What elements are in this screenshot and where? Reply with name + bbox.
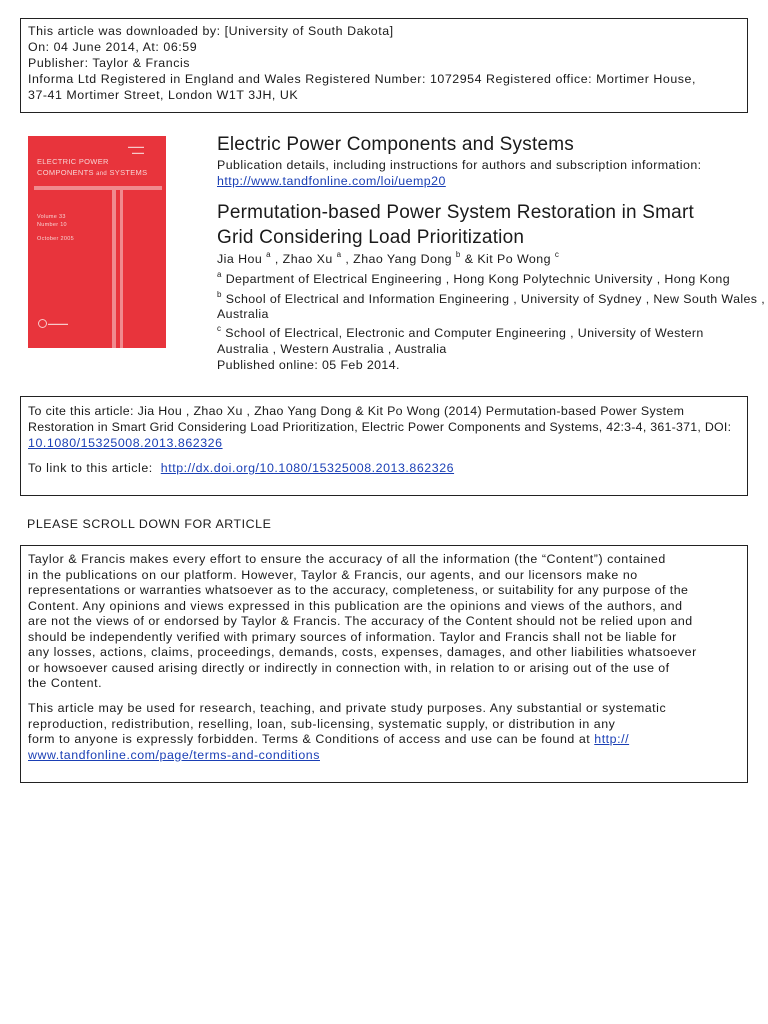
download-info-line: Informa Ltd Registered in England and Wales Registered Number: 1072954 Registered office: Mortimer House,: [28, 72, 696, 86]
author-name: Zhao Yang Dong: [353, 252, 453, 266]
journal-cover-image: [28, 136, 166, 348]
author-name: Kit Po Wong: [477, 252, 551, 266]
affiliation-c: [217, 326, 704, 342]
disclaimer-line: any losses, actions, claims, proceedings, demands, costs, expenses, damages, and other liabilities whatsoever: [28, 645, 697, 659]
affiliation-b-continued: Australia: [217, 307, 269, 321]
article-url-link[interactable]: http://dx.doi.org/10.1080/15325008.2013.862326: [160, 461, 455, 475]
disclaimer-line: or howsoever caused arising directly or indirectly in connection with, in relation to or arising out of the use of: [28, 660, 670, 675]
author-affiliation-marker: b: [455, 250, 461, 259]
published-online: Published online: 05 Feb 2014.: [217, 358, 400, 372]
cover-title-part: COMPONENTS: [37, 168, 94, 177]
disclaimer-box: [20, 545, 748, 783]
disclaimer-line: Content. Any opinions and views expressed in this publication are the opinions and views of the authors, and: [28, 598, 683, 613]
cover-title-part: and: [96, 171, 108, 177]
article-title-line: Grid Considering Load Prioritization: [217, 227, 525, 248]
affiliation-marker: c: [217, 324, 222, 333]
author-affiliation-marker: c: [554, 250, 560, 259]
disclaimer-line: reproduction, redistribution, reselling, loan, sub-licensing, systematic supply, or distribution in any: [28, 716, 616, 731]
publisher-logo-icon: [38, 319, 47, 328]
affiliation-a: [217, 272, 730, 288]
cover-title-line: ELECTRIC POWER: [37, 157, 109, 166]
publication-details: Publication details, including instructions for authors and subscription information:: [217, 158, 702, 172]
affiliation-marker: a: [217, 270, 222, 279]
citation-line: Restoration in Smart Grid Considering Load Prioritization, Electric Power Components and Systems, 42:3-4, 361-371, DOI:: [28, 420, 732, 434]
cover-title-line: [37, 168, 147, 179]
disclaimer-line: are not the views of or endorsed by Taylor & Francis. The accuracy of the Content should not be relied upon and: [28, 614, 693, 628]
cover-date: October 2005: [37, 236, 74, 242]
affiliation-text: Department of Electrical Engineering , Hong Kong Polytechnic University , Hong Kong: [225, 272, 730, 286]
author-separator: &: [460, 252, 478, 266]
author-separator: ,: [270, 252, 283, 266]
journal-url-link[interactable]: [217, 174, 446, 190]
citation-line: To cite this article: Jia Hou , Zhao Xu , Zhao Yang Dong & Kit Po Wong (2014) Permutation-based Power System: [28, 404, 685, 418]
author-affiliation-marker: a: [336, 250, 342, 259]
download-info-line: On: 04 June 2014, At: 06:59: [28, 40, 198, 54]
disclaimer-line: Taylor & Francis makes every effort to ensure the accuracy of all the information (the “Content”) contained: [28, 552, 666, 566]
cover-accent-bar: [112, 190, 116, 348]
download-info-box: [20, 18, 748, 113]
disclaimer-text: form to anyone is expressly forbidden. Terms & Conditions of access and use can be found at: [28, 732, 595, 746]
doi-link[interactable]: [28, 436, 223, 452]
cover-fine-print: ▬▬▬▬: [128, 144, 144, 149]
author-name: Jia Hou: [217, 252, 263, 266]
affiliation-b: [217, 292, 765, 308]
link-to-article: [28, 461, 454, 477]
cover-accent-bar: [120, 190, 123, 348]
doi-link-text[interactable]: 10.1080/15325008.2013.862326: [28, 436, 223, 450]
disclaimer-line: the Content.: [28, 676, 103, 690]
disclaimer-line: This article may be used for research, teaching, and private study purposes. Any substantial or systematic: [28, 701, 667, 715]
cover-fine-print: ▬▬▬: [132, 150, 144, 155]
author-name: Zhao Xu: [282, 252, 333, 266]
terms-link[interactable]: http://: [594, 732, 630, 746]
disclaimer-line: should be independently verified with primary sources of information. Taylor and Francis shall not be liable for: [28, 629, 677, 644]
journal-name: Electric Power Components and Systems: [217, 134, 574, 155]
affiliation-c-continued: Australia , Western Australia , Australia: [217, 342, 447, 356]
download-info-line: 37-41 Mortimer Street, London W1T 3JH, UK: [28, 88, 299, 102]
terms-link[interactable]: www.tandfonline.com/page/terms-and-conditions: [28, 747, 320, 762]
link-label: To link to this article:: [28, 461, 153, 475]
author-affiliation-marker: a: [266, 250, 271, 259]
affiliation-marker: b: [217, 290, 222, 299]
disclaimer-line: representations or warranties whatsoever as to the accuracy, completeness, or suitability for any purpose of the: [28, 583, 689, 597]
article-title: [217, 200, 694, 250]
author-separator: ,: [341, 252, 354, 266]
disclaimer-line: [28, 748, 320, 764]
citation-box: [20, 396, 748, 496]
cover-accent-bar: [34, 186, 162, 190]
affiliation-text: School of Electrical, Electronic and Computer Engineering , University of Western: [225, 326, 704, 340]
cover-volume: Volume 33: [37, 214, 66, 220]
cover-fine-print: ▬▬▬▬▬: [48, 321, 68, 326]
scroll-notice: PLEASE SCROLL DOWN FOR ARTICLE: [27, 517, 272, 531]
article-title-line: Permutation-based Power System Restoration in Smart: [217, 202, 694, 223]
cover-number: Number 10: [37, 222, 67, 228]
disclaimer-line: in the publications on our platform. However, Taylor & Francis, our agents, and our licensors make no: [28, 567, 638, 582]
download-info-line: This article was downloaded by: [University of South Dakota]: [28, 24, 394, 38]
cover-title-part: SYSTEMS: [109, 168, 148, 177]
author-list: [217, 252, 559, 268]
disclaimer-line: [28, 732, 629, 748]
affiliation-text: School of Electrical and Information Engineering , University of Sydney , New South Wales ,: [225, 292, 766, 306]
download-info-line: Publisher: Taylor & Francis: [28, 56, 190, 70]
journal-url-text[interactable]: http://www.tandfonline.com/loi/uemp20: [217, 174, 446, 188]
